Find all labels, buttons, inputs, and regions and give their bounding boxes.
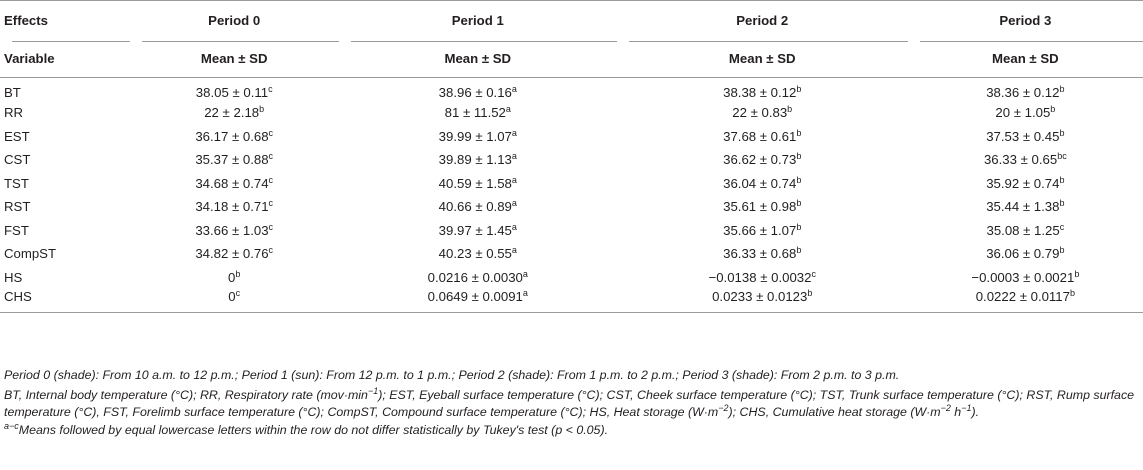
cell-value: 39.89 ± 1.13 bbox=[438, 152, 512, 168]
footnote-superscript: −1 bbox=[367, 386, 379, 397]
cell-value: 0.0233 ± 0.0123 bbox=[712, 289, 808, 304]
table-footnotes bbox=[4, 367, 1139, 439]
cell-period-1 bbox=[339, 242, 617, 266]
cell-period-3 bbox=[908, 78, 1143, 102]
cell-period-2 bbox=[617, 242, 908, 266]
header-row-variable bbox=[0, 41, 1143, 78]
footnote-text-segment: ); EST, Eyeball surface temperature (°C); CST, Cheek surface temperature (°C); TST, Trunk surface temperature (°C); RST, Rump surface temperature (°C), FST, Forelimb surface temperature (°C); CompST, Compound surface temperature (°C); HS, Heat storage (W·m bbox=[4, 388, 1135, 420]
table-row bbox=[0, 78, 1143, 102]
cell-significance-letter: a bbox=[511, 174, 517, 185]
cell-value: 0.0649 ± 0.0091 bbox=[427, 289, 523, 304]
cell-value: 20 ± 1.05 bbox=[995, 105, 1051, 121]
cell-significance-letter: b bbox=[796, 245, 802, 256]
header-mean-sd-1: Mean ± SD bbox=[339, 41, 617, 78]
table-row bbox=[0, 101, 1143, 125]
cell-period-0 bbox=[130, 172, 339, 196]
cell-significance-letter: b bbox=[1059, 174, 1065, 185]
cell-significance-letter: b bbox=[796, 221, 802, 232]
cell-value: 36.04 ± 0.74 bbox=[723, 175, 797, 191]
cell-value: 39.97 ± 1.45 bbox=[438, 222, 512, 238]
cell-significance-letter: b bbox=[1069, 288, 1075, 298]
row-variable-name: CST bbox=[4, 152, 31, 168]
footnote-abbreviations bbox=[4, 387, 1139, 421]
cell-significance-letter: a bbox=[511, 127, 517, 138]
cell-value: 0 bbox=[228, 269, 236, 285]
cell-significance-letter: a bbox=[511, 84, 517, 94]
cell-value: 34.18 ± 0.71 bbox=[195, 199, 269, 215]
cell-period-1 bbox=[339, 172, 617, 196]
header-period-0: Period 0 bbox=[208, 13, 261, 29]
cell-period-2 bbox=[617, 266, 908, 290]
row-variable-name: RST bbox=[4, 199, 31, 215]
cell-period-1 bbox=[339, 266, 617, 290]
cell-value: −0.0138 ± 0.0032 bbox=[708, 269, 812, 285]
cell-period-1 bbox=[339, 148, 617, 172]
table-row bbox=[0, 219, 1143, 243]
cell-period-1 bbox=[339, 125, 617, 149]
footnote-letters-text: Means followed by equal lowercase letters within the row do not differ statistically by Tukey's test (p < 0.05). bbox=[18, 422, 609, 437]
cell-value: 38.38 ± 0.12 bbox=[723, 85, 797, 100]
cell-period-0 bbox=[130, 219, 339, 243]
table-row bbox=[0, 172, 1143, 196]
header-variable: Variable bbox=[0, 41, 130, 78]
header-row-effects bbox=[0, 1, 1143, 41]
row-variable-name: FST bbox=[4, 222, 29, 238]
footnote-superscript: −1 bbox=[961, 403, 972, 414]
cell-significance-letter: b bbox=[1050, 104, 1056, 115]
header-effects: Effects bbox=[4, 13, 48, 29]
cell-value: 22 ± 2.18 bbox=[204, 105, 260, 121]
row-variable-name: RR bbox=[4, 105, 24, 121]
footnote-letters-sup: a−c bbox=[4, 420, 19, 431]
cell-significance-letter: bc bbox=[1057, 151, 1067, 162]
cell-value: 0.0222 ± 0.0117 bbox=[975, 289, 1070, 304]
row-variable-name: BT bbox=[4, 85, 21, 100]
cell-period-2 bbox=[617, 101, 908, 125]
cell-period-3 bbox=[908, 172, 1143, 196]
footnote-text-segment: BT, Internal body temperature (°C); RR, Respiratory rate (mov·min bbox=[4, 388, 368, 403]
cell-value: 37.68 ± 0.61 bbox=[723, 128, 797, 144]
footnote-periods: Period 0 (shade): From 10 a.m. to 12 p.m.; Period 1 (sun): From 12 p.m. to 1 p.m.; Period 2 (shade): From 1 p.m. to 2 p.m.; Period 3 (shade): From 2 p.m. to 3 p.m. bbox=[4, 368, 900, 382]
cell-significance-letter: c bbox=[268, 127, 274, 138]
cell-significance-letter: c bbox=[268, 174, 274, 185]
table-body bbox=[0, 78, 1143, 313]
header-mean-sd-0: Mean ± SD bbox=[130, 41, 339, 78]
cell-period-1 bbox=[339, 289, 617, 313]
cell-significance-letter: b bbox=[1059, 198, 1065, 209]
cell-significance-letter: b bbox=[796, 127, 802, 138]
cell-period-3 bbox=[908, 242, 1143, 266]
cell-significance-letter: b bbox=[259, 104, 265, 115]
cell-period-0 bbox=[130, 266, 339, 290]
cell-value: 0.0216 ± 0.0030 bbox=[427, 269, 523, 285]
cell-period-0 bbox=[130, 148, 339, 172]
cell-significance-letter: b bbox=[1074, 268, 1080, 279]
cell-value: 36.33 ± 0.65 bbox=[983, 152, 1058, 168]
cell-value: 36.06 ± 0.79 bbox=[986, 246, 1060, 262]
table-row bbox=[0, 148, 1143, 172]
cell-value: 35.08 ± 1.25 bbox=[986, 222, 1060, 238]
cell-significance-letter: c bbox=[811, 268, 816, 279]
cell-value: 35.44 ± 1.38 bbox=[986, 199, 1060, 215]
cell-value: 40.23 ± 0.55 bbox=[438, 246, 512, 262]
cell-value: 40.59 ± 1.58 bbox=[438, 175, 512, 191]
cell-value: 81 ± 11.52 bbox=[444, 105, 506, 121]
cell-value: 39.99 ± 1.07 bbox=[438, 128, 512, 144]
cell-value: 36.33 ± 0.68 bbox=[723, 246, 797, 262]
cell-period-3 bbox=[908, 219, 1143, 243]
cell-period-1 bbox=[339, 101, 617, 125]
cell-value: 35.66 ± 1.07 bbox=[723, 222, 797, 238]
table-row bbox=[0, 242, 1143, 266]
footnote-superscript: −2 bbox=[718, 403, 729, 414]
cell-period-3 bbox=[908, 148, 1143, 172]
cell-significance-letter: a bbox=[505, 104, 511, 115]
cell-significance-letter: c bbox=[268, 198, 274, 209]
cell-value: 33.66 ± 1.03 bbox=[195, 222, 269, 238]
cell-significance-letter: b bbox=[796, 151, 802, 162]
cell-value: 35.37 ± 0.88 bbox=[195, 152, 269, 168]
cell-significance-letter: c bbox=[1059, 221, 1065, 232]
header-period-3: Period 3 bbox=[999, 13, 1052, 29]
cell-value: 36.17 ± 0.68 bbox=[195, 128, 269, 144]
cell-period-3 bbox=[908, 125, 1143, 149]
header-mean-sd-2: Mean ± SD bbox=[617, 41, 908, 78]
footnote-superscript: −2 bbox=[940, 403, 951, 414]
cell-significance-letter: b bbox=[796, 84, 802, 94]
table-row bbox=[0, 266, 1143, 290]
cell-period-2 bbox=[617, 78, 908, 102]
cell-value: 38.05 ± 0.11 bbox=[195, 85, 269, 100]
header-period-1: Period 1 bbox=[451, 13, 504, 29]
cell-value: 34.68 ± 0.74 bbox=[195, 175, 269, 191]
cell-period-1 bbox=[339, 78, 617, 102]
cell-significance-letter: b bbox=[796, 174, 802, 185]
cell-period-3 bbox=[908, 266, 1143, 290]
row-variable-name: TST bbox=[4, 175, 29, 191]
cell-period-2 bbox=[617, 125, 908, 149]
footnote-text-segment: ); CHS, Cumulative heat storage (W·m bbox=[728, 405, 941, 420]
cell-period-2 bbox=[617, 219, 908, 243]
cell-period-0 bbox=[130, 195, 339, 219]
cell-period-0 bbox=[130, 242, 339, 266]
cell-value: 38.36 ± 0.12 bbox=[986, 85, 1060, 100]
cell-period-0 bbox=[130, 78, 339, 102]
table-row bbox=[0, 195, 1143, 219]
cell-period-2 bbox=[617, 289, 908, 313]
cell-value: −0.0003 ± 0.0021 bbox=[971, 269, 1075, 285]
footnote-text-segment: ). bbox=[971, 405, 980, 420]
cell-period-3 bbox=[908, 289, 1143, 313]
cell-period-0 bbox=[130, 101, 339, 125]
cell-period-1 bbox=[339, 219, 617, 243]
cell-value: 37.53 ± 0.45 bbox=[986, 128, 1060, 144]
cell-significance-letter: a bbox=[511, 245, 517, 256]
cell-significance-letter: b bbox=[235, 268, 241, 279]
cell-period-1 bbox=[339, 195, 617, 219]
table-row bbox=[0, 289, 1143, 313]
header-mean-sd-3: Mean ± SD bbox=[908, 41, 1143, 78]
row-variable-name: CHS bbox=[4, 289, 32, 304]
cell-value: 35.92 ± 0.74 bbox=[986, 175, 1060, 191]
row-variable-name: EST bbox=[4, 128, 30, 144]
cell-value: 0 bbox=[228, 289, 236, 304]
footnote-letters bbox=[4, 422, 1139, 439]
cell-value: 38.96 ± 0.16 bbox=[438, 85, 512, 100]
cell-period-2 bbox=[617, 195, 908, 219]
cell-significance-letter: b bbox=[807, 288, 813, 298]
row-variable-name: HS bbox=[4, 269, 23, 285]
row-variable-name: CompST bbox=[4, 246, 57, 262]
cell-significance-letter: a bbox=[511, 151, 517, 162]
table-row bbox=[0, 125, 1143, 149]
cell-significance-letter: b bbox=[1059, 127, 1065, 138]
cell-significance-letter: a bbox=[511, 198, 517, 209]
cell-significance-letter: a bbox=[522, 268, 528, 279]
cell-significance-letter: a bbox=[511, 221, 517, 232]
cell-value: 35.61 ± 0.98 bbox=[723, 199, 797, 215]
cell-significance-letter: b bbox=[1059, 84, 1065, 94]
cell-period-3 bbox=[908, 101, 1143, 125]
header-period-2: Period 2 bbox=[736, 13, 789, 29]
cell-significance-letter: b bbox=[1059, 245, 1065, 256]
footnote-text-segment: h bbox=[950, 405, 962, 420]
cell-significance-letter: c bbox=[268, 151, 274, 162]
cell-period-2 bbox=[617, 148, 908, 172]
cell-significance-letter: b bbox=[796, 198, 802, 209]
cell-period-0 bbox=[130, 289, 339, 313]
cell-value: 40.66 ± 0.89 bbox=[438, 199, 512, 215]
cell-period-2 bbox=[617, 172, 908, 196]
cell-significance-letter: a bbox=[522, 288, 528, 298]
cell-value: 36.62 ± 0.73 bbox=[723, 152, 797, 168]
cell-significance-letter: c bbox=[235, 288, 241, 298]
cell-significance-letter: b bbox=[787, 104, 793, 115]
cell-value: 34.82 ± 0.76 bbox=[195, 246, 269, 262]
cell-significance-letter: c bbox=[268, 84, 273, 94]
cell-value: 22 ± 0.83 bbox=[732, 105, 788, 121]
cell-significance-letter: c bbox=[268, 221, 274, 232]
cell-significance-letter: c bbox=[268, 245, 274, 256]
cell-period-0 bbox=[130, 125, 339, 149]
cell-period-3 bbox=[908, 195, 1143, 219]
